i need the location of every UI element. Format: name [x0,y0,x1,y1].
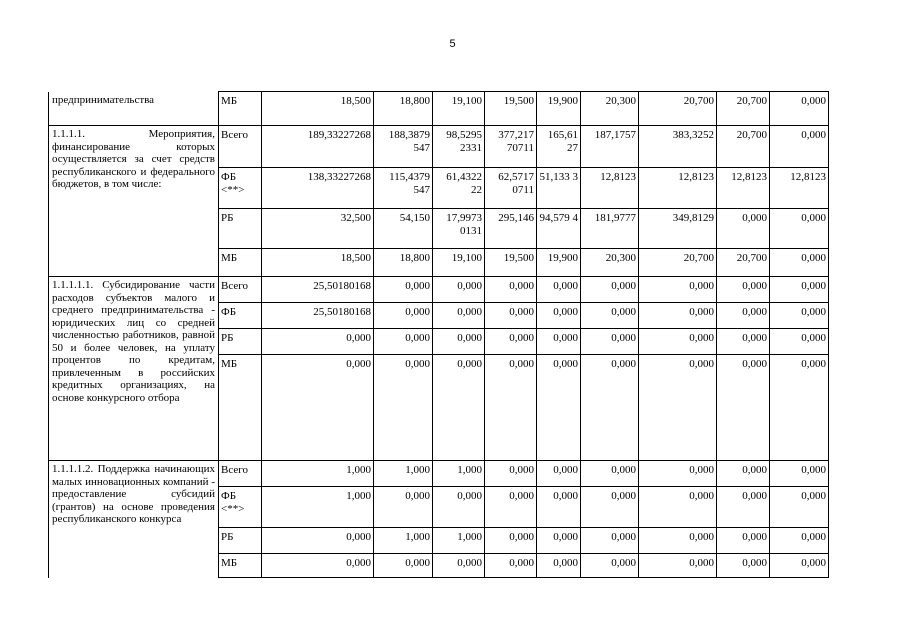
amount-cell: 0,000 [639,277,717,303]
amount-cell: 0,000 [581,329,639,355]
amount-cell: 0,000 [717,303,770,329]
amount-cell: 0,000 [770,528,829,554]
amount-cell: 0,000 [485,329,537,355]
amount-cell: 18,800 [374,249,433,277]
amount-cell: 0,000 [770,554,829,578]
amount-cell: 0,000 [770,209,829,249]
funding-source-cell: МБ [219,355,262,461]
amount-cell: 0,000 [639,528,717,554]
funding-source-cell: ФБ <**> [219,487,262,528]
amount-cell: 0,000 [770,487,829,528]
amount-cell: 0,000 [770,355,829,461]
amount-cell: 0,000 [433,329,485,355]
amount-cell: 20,700 [639,92,717,126]
amount-cell: 0,000 [770,277,829,303]
funding-source-cell: МБ [219,249,262,277]
amount-cell: 12,8123 [581,168,639,209]
amount-cell: 20,700 [639,249,717,277]
funding-source-cell: МБ [219,92,262,126]
amount-cell: 0,000 [485,554,537,578]
page-number: 5 [449,38,456,50]
amount-cell: 0,000 [581,355,639,461]
funding-source-cell: РБ [219,209,262,249]
amount-cell: 20,300 [581,249,639,277]
amount-cell: 20,700 [717,126,770,168]
amount-cell: 0,000 [433,554,485,578]
amount-cell: 51,133 3 [537,168,581,209]
measure-name-cell: 1.1.1.1. Мероприятия, финансирование которых осуществляется за счет средств республиканского и федерального бюджетов, в том числе: [49,126,219,277]
amount-cell: 0,000 [770,249,829,277]
amount-cell: 0,000 [770,126,829,168]
amount-cell: 188,3879 547 [374,126,433,168]
amount-cell: 19,500 [485,249,537,277]
measure-name-cell: 1.1.1.1.2. Поддержка начинающих малых инновационных компаний - предоставление субсидий (грантов) на основе проведения республиканского конкурса [49,461,219,578]
funding-source-cell: МБ [219,554,262,578]
amount-cell: 0,000 [639,303,717,329]
amount-cell: 12,8123 [639,168,717,209]
amount-cell: 62,5717 0711 [485,168,537,209]
amount-cell: 1,000 [374,461,433,487]
funding-source-cell: Всего [219,461,262,487]
amount-cell: 54,150 [374,209,433,249]
amount-cell: 0,000 [639,329,717,355]
amount-cell: 0,000 [717,461,770,487]
amount-cell: 0,000 [485,355,537,461]
amount-cell: 0,000 [485,277,537,303]
funding-source-cell: ФБ [219,303,262,329]
amount-cell: 0,000 [639,355,717,461]
amount-cell: 189,33227268 [262,126,374,168]
amount-cell: 0,000 [374,554,433,578]
amount-cell: 0,000 [537,303,581,329]
amount-cell: 1,000 [262,461,374,487]
amount-cell: 349,8129 [639,209,717,249]
amount-cell: 0,000 [537,554,581,578]
amount-cell: 181,9777 [581,209,639,249]
amount-cell: 0,000 [374,355,433,461]
amount-cell: 1,000 [433,461,485,487]
amount-cell: 115,4379 547 [374,168,433,209]
amount-cell: 0,000 [639,487,717,528]
table-row [49,461,829,487]
amount-cell: 20,700 [717,92,770,126]
amount-cell: 0,000 [262,355,374,461]
amount-cell: 0,000 [770,461,829,487]
amount-cell: 0,000 [581,461,639,487]
funding-source-cell: Всего [219,277,262,303]
amount-cell: 0,000 [485,461,537,487]
amount-cell: 18,500 [262,92,374,126]
amount-cell: 0,000 [262,554,374,578]
amount-cell: 0,000 [717,355,770,461]
amount-cell: 0,000 [262,329,374,355]
table-row [49,277,829,303]
amount-cell: 0,000 [262,528,374,554]
amount-cell: 0,000 [717,277,770,303]
amount-cell: 295,146 [485,209,537,249]
amount-cell: 0,000 [485,487,537,528]
table-row [49,92,829,126]
amount-cell: 1,000 [374,528,433,554]
amount-cell: 0,000 [374,329,433,355]
amount-cell: 0,000 [581,277,639,303]
amount-cell: 32,500 [262,209,374,249]
measure-name-cell: предпринимательства [49,92,219,126]
amount-cell: 138,33227268 [262,168,374,209]
amount-cell: 25,50180168 [262,277,374,303]
amount-cell: 0,000 [717,329,770,355]
amount-cell: 0,000 [717,209,770,249]
amount-cell: 0,000 [537,277,581,303]
funding-source-cell: РБ [219,329,262,355]
amount-cell: 20,300 [581,92,639,126]
amount-cell: 18,500 [262,249,374,277]
amount-cell: 0,000 [537,487,581,528]
funding-source-cell: Всего [219,126,262,168]
amount-cell: 17,9973 0131 [433,209,485,249]
amount-cell: 25,50180168 [262,303,374,329]
amount-cell: 0,000 [581,487,639,528]
table-row [49,126,829,168]
amount-cell: 0,000 [485,528,537,554]
amount-cell: 0,000 [770,303,829,329]
amount-cell: 0,000 [433,487,485,528]
amount-cell: 0,000 [717,554,770,578]
amount-cell: 19,100 [433,92,485,126]
amount-cell: 19,100 [433,249,485,277]
amount-cell: 0,000 [639,554,717,578]
amount-cell: 12,8123 [770,168,829,209]
amount-cell: 0,000 [433,303,485,329]
amount-cell: 19,900 [537,249,581,277]
amount-cell: 0,000 [537,329,581,355]
amount-cell: 1,000 [262,487,374,528]
amount-cell: 187,1757 [581,126,639,168]
amount-cell: 165,61 27 [537,126,581,168]
amount-cell: 20,700 [717,249,770,277]
amount-cell: 0,000 [581,303,639,329]
amount-cell: 0,000 [537,461,581,487]
budget-table [48,91,829,578]
amount-cell: 0,000 [770,92,829,126]
amount-cell: 19,500 [485,92,537,126]
amount-cell: 0,000 [639,461,717,487]
amount-cell: 377,217 70711 [485,126,537,168]
amount-cell: 0,000 [770,329,829,355]
amount-cell: 0,000 [537,355,581,461]
amount-cell: 94,579 4 [537,209,581,249]
amount-cell: 383,3252 [639,126,717,168]
amount-cell: 0,000 [581,528,639,554]
amount-cell: 19,900 [537,92,581,126]
amount-cell: 0,000 [374,277,433,303]
amount-cell: 0,000 [433,277,485,303]
measure-name-cell: 1.1.1.1.1. Субсидирование части расходов субъектов малого и среднего предпринимательства - юридических лиц со средней численностью работников, равной 50 и более человек, на уплату процентов по кредитам, привлеченным в российских кредитных организациях, на основе конкурсного отбора [49,277,219,461]
amount-cell: 0,000 [717,487,770,528]
amount-cell: 0,000 [537,528,581,554]
amount-cell: 0,000 [433,355,485,461]
amount-cell: 0,000 [717,528,770,554]
amount-cell: 0,000 [581,554,639,578]
amount-cell: 0,000 [374,487,433,528]
amount-cell: 61,4322 22 [433,168,485,209]
amount-cell: 0,000 [374,303,433,329]
funding-source-cell: РБ [219,528,262,554]
funding-source-cell: ФБ <**> [219,168,262,209]
amount-cell: 98,5295 2331 [433,126,485,168]
amount-cell: 12,8123 [717,168,770,209]
amount-cell: 1,000 [433,528,485,554]
amount-cell: 18,800 [374,92,433,126]
amount-cell: 0,000 [485,303,537,329]
